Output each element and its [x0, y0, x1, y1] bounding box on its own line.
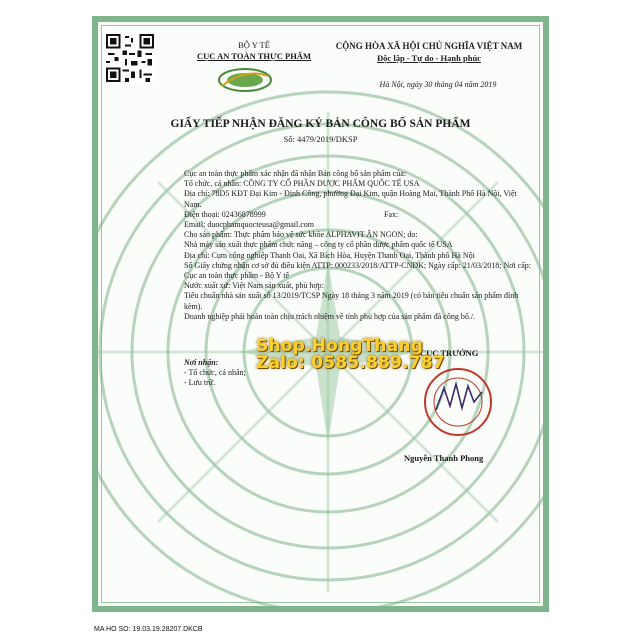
body-line: Cho sản phẩm: Thực phẩm bảo vệ sức khỏe ALPHAVIT ĂN NGON; do: [184, 230, 418, 240]
header-nation [314, 40, 544, 64]
vfa-logo-icon [216, 66, 274, 94]
document-title: GIẤY TIẾP NHẬN ĐĂNG KÝ BẢN CÔNG BỐ SẢN PHẨM [170, 118, 471, 130]
body-line: Địa chỉ: Cụm công nghiệp Thanh Oai, Xã Bích Hòa, Huyện Thanh Oai, Thành phố Hà Nội [184, 250, 475, 260]
body-line: Tổ chức, cá nhân: CÔNG TY CỔ PHẦN DƯỢC PHẨM QUỐC TẾ USA [184, 179, 420, 189]
body-line: Email: duocphamquocteusa@gmail.com [184, 220, 314, 230]
signer-name: Nguyễn Thanh Phong [404, 453, 484, 463]
body-line: Số Giấy chứng nhận cơ sở đủ điều kiện ATTP: 000233/2018/ATTP-CNDK; Ngày cấp: 21/03/2018; Nơi cấp: Cục an toàn thực phẩm - Bộ Y tế [184, 260, 531, 281]
national-motto: Độc lập - Tự do - Hạnh phúc [377, 53, 481, 63]
body-line: Cục an toàn thực phẩm xác nhận đã nhận Bản công bố sản phẩm của: [184, 169, 407, 178]
signer-title: CỤC TRƯỞNG [420, 348, 479, 358]
watermark-zalo: Zalo: 0585.889.787 [256, 353, 445, 373]
header-agency [184, 40, 324, 62]
watermark-shop: Shop.HongThang [256, 336, 424, 356]
official-seal-icon [418, 362, 498, 442]
recipients-block [184, 358, 246, 389]
body-line: Điện thoại: 02436878999 [184, 209, 266, 219]
body-line: Nước xuất xứ: Việt Nam sản xuất, phù hợp: [184, 281, 324, 291]
body-line: Địa chỉ: 78D5 KĐT Đại Kim - Định Công, phường Đại Kim, quận Hoàng Mai, Thành Phố Hà Nội, Việt Nam. [184, 189, 517, 209]
body-line: Tiêu chuẩn nhà sản xuất số 13/2019/TCSP Ngày 18 tháng 3 năm 2019 (có bản tiêu chuẩn sản phẩm đính kèm). [184, 291, 519, 311]
record-code: MA HO SO: 19.03.19.28207.DKCB [94, 626, 203, 633]
certificate-document [92, 16, 549, 612]
qr-code-icon [104, 32, 156, 84]
body-line: Fax: [384, 209, 399, 219]
document-body [184, 169, 534, 322]
recipient-item: - Lưu trữ. [184, 378, 216, 388]
body-line: Nhà máy sản xuất thực phẩm chức năng – công ty cổ phần dược phẩm quốc tế USA [184, 240, 453, 250]
ministry-name: BỘ Y TẾ [238, 40, 270, 50]
body-line: Doanh nghiệp phải hoàn toàn chịu trách nhiệm về tính phù hợp của sản phẩm đã công bố./. [184, 311, 476, 321]
agency-name: CỤC AN TOÀN THỰC PHẨM [197, 51, 311, 61]
recipients-title: Nơi nhận: [184, 358, 219, 367]
nation-name: CỘNG HÒA XÃ HỘI CHỦ NGHĨA VIỆT NAM [335, 41, 523, 51]
document-number: Số: 4479/2019/DKSP [283, 134, 358, 144]
issue-date: Hà Nội, ngày 30 tháng 04 năm 2019 [379, 80, 497, 89]
recipient-item: - Tổ chức, cá nhân; [184, 368, 246, 378]
